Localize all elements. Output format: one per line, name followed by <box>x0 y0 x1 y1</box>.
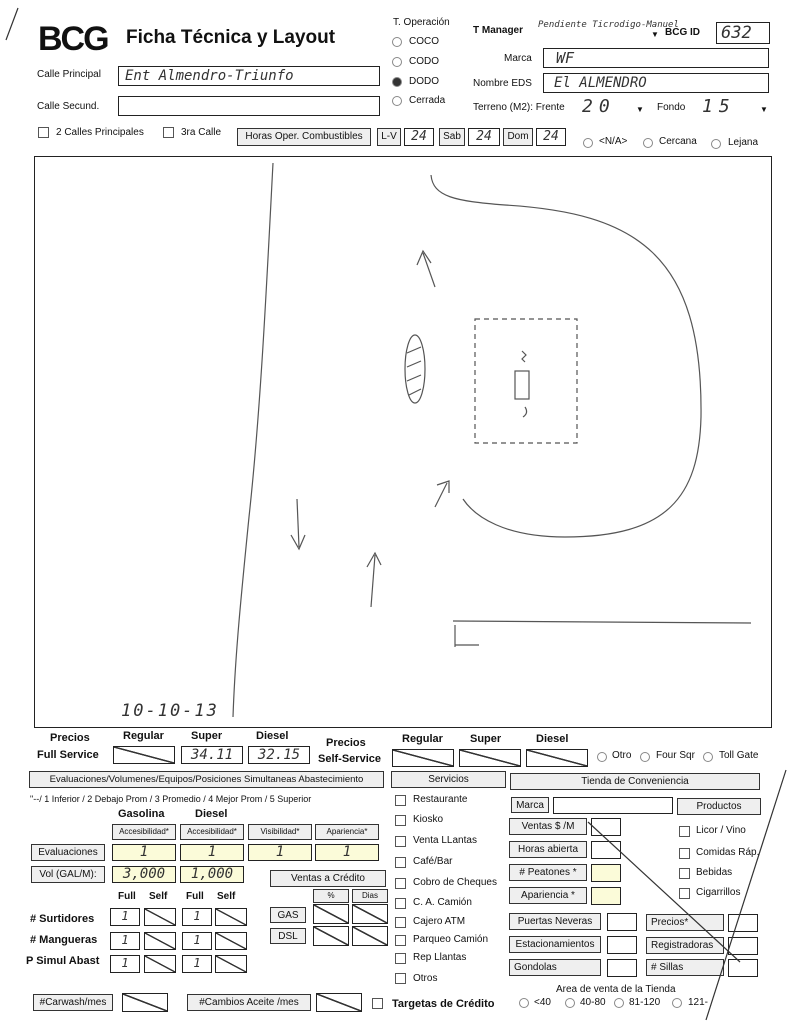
pct-label: % <box>313 889 349 903</box>
vol-button[interactable]: Vol (GAL/M): <box>31 866 105 883</box>
dsl-label: DSL <box>270 928 306 944</box>
tienda-marca-label: Marca <box>511 797 549 813</box>
fondo-value[interactable]: 15 <box>702 96 736 117</box>
diesel-header: Diesel <box>195 808 228 820</box>
terreno-label: Terreno (M2): Frente <box>473 102 565 113</box>
sub-header-visibilidad: Visibilidad* <box>248 824 312 840</box>
bcg-id-field[interactable]: 632 <box>716 22 770 44</box>
servicio-label-5: C. A. Camión <box>413 897 472 908</box>
vol-diesel-field[interactable]: 1,000 <box>180 866 244 883</box>
radio-cercana-label: Cercana <box>659 136 697 147</box>
gasolina-header: Gasolina <box>118 808 165 820</box>
dom-field[interactable]: 24 <box>536 128 566 146</box>
simul-gas-full[interactable]: 1 <box>110 955 140 973</box>
sketch-date: 10-10-13 <box>121 701 219 721</box>
producto-check-1[interactable] <box>679 848 690 859</box>
radio-cerrada-label: Cerrada <box>409 95 446 106</box>
radio-area-3-label: 121- <box>688 997 709 1008</box>
servicio-check-5[interactable] <box>395 898 406 909</box>
mangueras-dsl-self[interactable] <box>215 932 247 950</box>
puertas-neveras-label: Puertas Neveras <box>509 913 601 930</box>
radio-otro[interactable] <box>597 752 607 762</box>
horas-abierta-field[interactable] <box>591 841 621 859</box>
producto-label-2: Bebidas <box>696 867 733 878</box>
tienda-marca-field[interactable] <box>553 797 673 814</box>
radio-area-1-label: 40-80 <box>580 997 606 1008</box>
full-regular-field[interactable] <box>113 746 175 764</box>
radio-cercana[interactable] <box>643 138 653 148</box>
marca-field[interactable]: WF <box>543 48 769 68</box>
servicio-check-4[interactable] <box>395 878 406 889</box>
servicio-check-6[interactable] <box>395 917 406 928</box>
sab-label: Sab <box>439 128 465 146</box>
servicio-label-9: Otros <box>413 973 438 984</box>
col-super-full: Super <box>191 730 223 742</box>
lv-field[interactable]: 24 <box>404 128 434 146</box>
radio-four-sqr[interactable] <box>640 752 650 762</box>
tarjetas-checkbox[interactable] <box>372 998 383 1009</box>
radio-dodo[interactable] <box>392 77 402 87</box>
apariencia-field[interactable] <box>591 887 621 905</box>
page-title: Ficha Técnica y Layout <box>126 27 336 48</box>
eval-visibilidad[interactable]: 1 <box>248 844 312 861</box>
radio-codo-label: CODO <box>409 56 439 67</box>
eval-apariencia[interactable]: 1 <box>315 844 379 861</box>
radio-lejana[interactable] <box>711 139 721 149</box>
servicio-check-2[interactable] <box>395 836 406 847</box>
radio-na[interactable] <box>583 138 593 148</box>
radio-otro-label: Otro <box>612 750 632 761</box>
simul-gas-self[interactable] <box>144 955 176 973</box>
bcg-id-label: BCG ID <box>665 27 700 38</box>
sillas-field[interactable] <box>728 959 758 977</box>
dias-label: Dias <box>352 889 388 903</box>
calle-secund-field[interactable] <box>118 96 380 116</box>
sub-header-accesibilidad-dsl: Accesibilidad* <box>180 824 244 840</box>
producto-check-3[interactable] <box>679 888 690 899</box>
servicio-label-8: Rep Llantas <box>413 952 467 963</box>
carwash-button[interactable]: #Carwash/mes <box>33 994 113 1011</box>
producto-check-0[interactable] <box>679 826 690 837</box>
radio-area-3[interactable] <box>672 998 682 1008</box>
mangueras-dsl-full[interactable]: 1 <box>182 932 212 950</box>
t-operacion-label: T. Operación <box>393 17 450 28</box>
logo: BCG <box>38 20 108 58</box>
col-regular-self: Regular <box>402 733 443 745</box>
calle-principal-label: Calle Principal <box>37 69 101 80</box>
nombre-eds-label: Nombre EDS <box>473 78 532 89</box>
radio-codo[interactable] <box>392 57 402 67</box>
radio-lejana-label: Lejana <box>728 137 759 148</box>
servicio-check-3[interactable] <box>395 857 406 868</box>
servicio-check-1[interactable] <box>395 815 406 826</box>
precios-self-label-2: Self-Service <box>318 753 381 765</box>
producto-check-2[interactable] <box>679 868 690 879</box>
credito-dsl-pct[interactable] <box>313 926 349 946</box>
chevron-down-icon[interactable]: ▼ <box>651 30 659 39</box>
radio-toll-gate-label: Toll Gate <box>719 750 759 761</box>
radio-dodo-label: DODO <box>409 76 439 87</box>
marca-label: Marca <box>504 53 532 64</box>
full-header-dsl: Full <box>186 891 204 902</box>
col-diesel-full: Diesel <box>256 730 289 742</box>
col-regular-full: Regular <box>123 730 164 742</box>
chevron-down-icon[interactable]: ▼ <box>760 105 768 114</box>
calle-principal-field[interactable]: Ent Almendro-Triunfo <box>118 66 380 86</box>
ventas-label: Ventas $ /M <box>509 818 587 835</box>
precios-full-label-2: Full Service <box>37 749 99 761</box>
layout-sketch-area[interactable] <box>34 156 772 728</box>
servicio-label-1: Kiosko <box>413 814 444 825</box>
sab-field[interactable]: 24 <box>468 128 500 146</box>
simul-dsl-self[interactable] <box>215 955 247 973</box>
surtidores-label: # Surtidores <box>30 913 95 925</box>
dos-calles-label: 2 Calles Principales <box>56 127 144 138</box>
estacionamientos-label: Estacionamientos <box>509 936 601 953</box>
ventas-field[interactable] <box>591 818 621 836</box>
col-super-self: Super <box>470 733 502 745</box>
tercera-calle-checkbox[interactable] <box>163 127 174 138</box>
tienda-button[interactable]: Tienda de Conveniencia <box>510 773 760 790</box>
precios-full-label-1: Precios <box>50 732 90 744</box>
estacionamientos-field[interactable] <box>607 936 637 954</box>
nombre-eds-field[interactable]: El ALMENDRO <box>543 73 769 93</box>
area-venta-label: Area de venta de la Tienda <box>556 984 676 995</box>
cambios-aceite-button[interactable]: #Cambios Aceite /mes <box>187 994 311 1011</box>
self-diesel-field[interactable] <box>526 749 588 767</box>
surtidores-gas-self[interactable] <box>144 908 176 926</box>
radio-coco[interactable] <box>392 37 402 47</box>
fondo-label: Fondo <box>657 102 686 113</box>
apariencia-label: Apariencia * <box>509 887 587 904</box>
servicio-label-4: Cobro de Cheques <box>413 877 497 888</box>
surtidores-dsl-full[interactable]: 1 <box>182 908 212 926</box>
servicio-label-0: Restaurante <box>413 794 468 805</box>
evaluaciones-header-button[interactable]: Evaluaciones/Volumenes/Equipos/Posiciones Simultaneas Abastecimiento <box>29 771 384 788</box>
surtidores-gas-full[interactable]: 1 <box>110 908 140 926</box>
layout-sketch <box>35 157 773 729</box>
tarjetas-label: Targetas de Crédito <box>392 998 495 1010</box>
servicios-button[interactable]: Servicios <box>391 771 506 788</box>
mangueras-gas-self[interactable] <box>144 932 176 950</box>
servicio-check-7[interactable] <box>395 935 406 946</box>
carwash-field[interactable] <box>122 993 168 1012</box>
radio-area-2-label: 81-120 <box>629 997 661 1008</box>
dom-label: Dom <box>503 128 533 146</box>
puertas-neveras-field[interactable] <box>607 913 637 931</box>
ventas-credito-button[interactable]: Ventas a Crédito <box>270 870 386 887</box>
credito-gas-pct[interactable] <box>313 904 349 924</box>
radio-area-2[interactable] <box>614 998 624 1008</box>
servicio-label-2: Venta LLantas <box>413 835 477 846</box>
producto-label-3: Cigarrillos <box>696 887 741 898</box>
surtidores-dsl-self[interactable] <box>215 908 247 926</box>
precios-tienda-field[interactable] <box>728 914 758 932</box>
vol-gasolina-field[interactable]: 3,000 <box>112 866 176 883</box>
rating-scale-text: "--/ 1 Inferior / 2 Debajo Prom / 3 Promedio / 4 Mejor Prom / 5 Superior <box>30 794 312 804</box>
tercera-calle-label: 3ra Calle <box>181 127 222 138</box>
credito-gas-dias[interactable] <box>352 904 388 924</box>
radio-coco-label: COCO <box>409 36 439 47</box>
col-diesel-self: Diesel <box>536 733 569 745</box>
dos-calles-checkbox[interactable] <box>38 127 49 138</box>
servicio-label-6: Cajero ATM <box>413 916 466 927</box>
self-header-dsl: Self <box>217 891 236 902</box>
self-regular-field[interactable] <box>392 749 454 767</box>
chevron-down-icon[interactable]: ▼ <box>636 105 644 114</box>
simul-dsl-full[interactable]: 1 <box>182 955 212 973</box>
full-diesel-field[interactable]: 32.15 <box>248 746 310 764</box>
sub-header-accesibilidad-gas: Accesibilidad* <box>112 824 176 840</box>
self-super-field[interactable] <box>459 749 521 767</box>
producto-label-1: Comidas Ráp. <box>696 847 760 858</box>
gondolas-field[interactable] <box>607 959 637 977</box>
gondolas-label: Gondolas <box>509 959 601 976</box>
radio-area-1[interactable] <box>565 998 575 1008</box>
self-header-gas: Self <box>149 891 168 902</box>
mangueras-gas-full[interactable]: 1 <box>110 932 140 950</box>
registradoras-field[interactable] <box>728 937 758 955</box>
mangueras-label: # Mangueras <box>30 934 98 946</box>
registradoras-label: Registradoras <box>646 937 724 954</box>
servicio-label-3: Café/Bar <box>413 856 453 867</box>
evaluaciones-button[interactable]: Evaluaciones <box>31 844 105 861</box>
radio-area-0-label: <40 <box>534 997 551 1008</box>
radio-four-sqr-label: Four Sqr <box>656 750 695 761</box>
credito-dsl-dias[interactable] <box>352 926 388 946</box>
servicio-check-0[interactable] <box>395 795 406 806</box>
cambios-aceite-field[interactable] <box>316 993 362 1012</box>
full-super-field[interactable]: 34.11 <box>181 746 243 764</box>
eval-accesibilidad-gas[interactable]: 1 <box>112 844 176 861</box>
peatones-field[interactable] <box>591 864 621 882</box>
simul-label: P Simul Abast <box>26 955 100 967</box>
frente-value[interactable]: 20 <box>582 96 616 117</box>
radio-cerrada[interactable] <box>392 96 402 106</box>
producto-label-0: Licor / Vino <box>696 825 746 836</box>
horas-oper-button[interactable]: Horas Oper. Combustibles <box>237 128 371 146</box>
gas-label: GAS <box>270 907 306 923</box>
t-manager-label: T Manager <box>473 25 524 36</box>
lv-label: L-V <box>377 128 401 146</box>
sub-header-apariencia: Apariencia* <box>315 824 379 840</box>
servicio-label-7: Parqueo Camión <box>413 934 489 945</box>
t-manager-value[interactable]: Pendiente Ticrodigo-Manuel <box>538 20 679 30</box>
radio-area-0[interactable] <box>519 998 529 1008</box>
precios-tienda-label: Precios* <box>646 914 724 931</box>
precios-self-label-1: Precios <box>326 737 366 749</box>
peatones-label: # Peatones * <box>509 864 587 881</box>
servicio-check-8[interactable] <box>395 953 406 964</box>
eval-accesibilidad-dsl[interactable]: 1 <box>180 844 244 861</box>
full-header-gas: Full <box>118 891 136 902</box>
radio-toll-gate[interactable] <box>703 752 713 762</box>
sillas-label: # Sillas <box>646 959 724 976</box>
servicio-check-9[interactable] <box>395 973 406 984</box>
radio-na-label: <N/A> <box>599 136 628 147</box>
calle-secund-label: Calle Secund. <box>37 101 100 112</box>
horas-abierta-label: Horas abierta <box>509 841 587 858</box>
productos-button[interactable]: Productos <box>677 798 761 815</box>
